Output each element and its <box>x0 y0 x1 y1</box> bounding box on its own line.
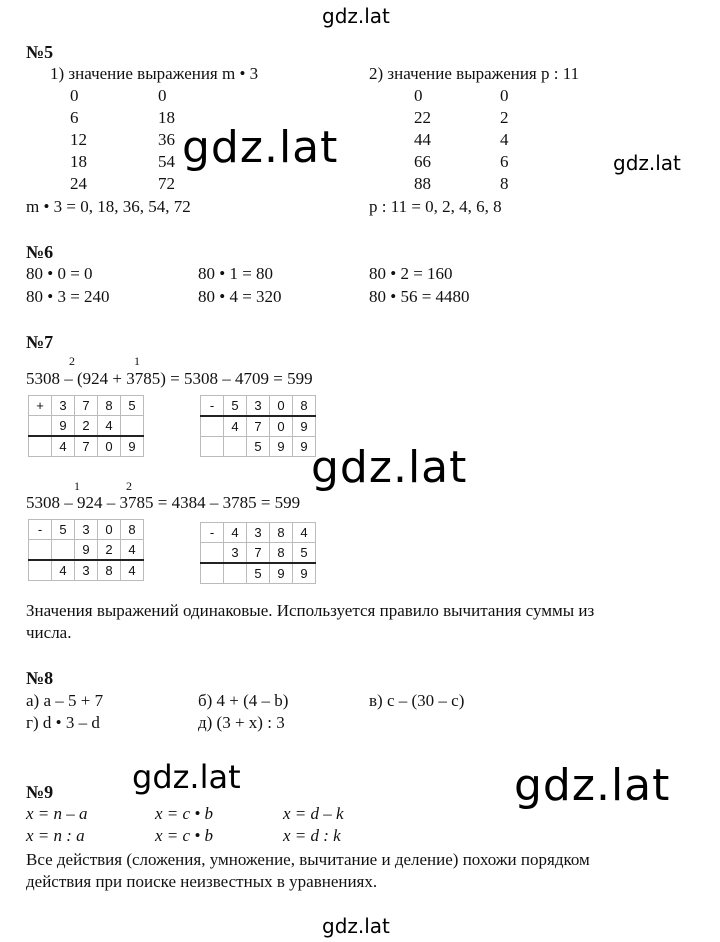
cell: 9 <box>270 563 293 584</box>
cell <box>29 416 52 437</box>
cell <box>224 563 247 584</box>
cell: 88 <box>414 174 431 193</box>
task9-item: x = n – a <box>26 804 88 823</box>
watermark-large-center: gdz.lat <box>311 442 468 493</box>
cell: 4 <box>121 540 144 561</box>
cell: 2 <box>75 416 98 437</box>
task5-left-row <box>70 86 167 106</box>
order-mark: 1 <box>74 479 80 493</box>
task5-left-title: 1) значение выражения m • 3 <box>50 64 259 83</box>
cell <box>201 543 224 564</box>
cell: 8 <box>270 523 293 543</box>
cell: 0 <box>270 396 293 417</box>
task5-left-row <box>70 130 175 150</box>
cell: 3 <box>247 396 270 417</box>
cell: 3 <box>75 560 98 581</box>
cell: 5 <box>224 396 247 417</box>
cell <box>52 540 75 561</box>
cell: 3 <box>52 396 75 416</box>
cell: 0 <box>500 86 509 105</box>
cell: 9 <box>293 416 316 437</box>
cell: 18 <box>70 152 87 171</box>
task6-heading: №6 <box>26 242 54 262</box>
task7-conclusion-line1: Значения выражений одинаковые. Используется правило вычитания суммы из <box>26 601 595 620</box>
task5-right-row <box>414 130 509 150</box>
cell: + <box>29 396 52 416</box>
cell: 4 <box>121 560 144 581</box>
cell: 5 <box>52 520 75 540</box>
task5-right-row <box>414 174 509 194</box>
task5-right-row <box>414 86 509 106</box>
watermark-side: gdz.lat <box>613 151 681 175</box>
column-calc-2 <box>200 395 316 457</box>
task6-item: 80 • 2 = 160 <box>369 264 453 283</box>
order-mark: 2 <box>69 354 75 368</box>
column-calc-1 <box>28 395 144 457</box>
task8-heading: №8 <box>26 668 54 688</box>
task6-item: 80 • 56 = 4480 <box>369 287 470 306</box>
task8-item: г) d • 3 – d <box>26 713 100 732</box>
cell: 0 <box>414 86 423 105</box>
cell <box>201 563 224 584</box>
task7-heading: №7 <box>26 332 54 352</box>
cell: 4 <box>98 416 121 437</box>
task5-right-title: 2) значение выражения p : 11 <box>369 64 580 83</box>
task9-text-line1: Все действия (сложения, умножение, вычитание и деление) похожи порядком <box>26 850 590 869</box>
cell: 2 <box>98 540 121 561</box>
cell: 8 <box>270 543 293 564</box>
order-mark: 2 <box>126 479 132 493</box>
cell: 5 <box>121 396 144 416</box>
task9-item: x = d – k <box>283 804 344 823</box>
task9-item: x = c • b <box>155 804 214 823</box>
cell: 3 <box>247 523 270 543</box>
cell: 66 <box>414 152 431 171</box>
column-calc-4 <box>200 522 316 584</box>
cell: 0 <box>98 436 121 457</box>
cell: 44 <box>414 130 431 149</box>
task5-left-row <box>70 152 175 172</box>
cell: 9 <box>270 437 293 457</box>
task5-right-row <box>414 108 509 128</box>
cell <box>29 540 52 561</box>
cell: 5 <box>293 543 316 564</box>
cell: 7 <box>75 396 98 416</box>
cell: 8 <box>121 520 144 540</box>
cell: 3 <box>75 520 98 540</box>
watermark-bottom: gdz.lat <box>322 914 390 938</box>
cell: 8 <box>500 174 509 193</box>
cell <box>29 436 52 457</box>
cell: 5 <box>247 437 270 457</box>
task5-right-row <box>414 152 509 172</box>
cell <box>29 560 52 581</box>
task9-item: x = c • b <box>155 826 214 845</box>
cell: 72 <box>158 174 175 193</box>
cell: 9 <box>293 437 316 457</box>
cell: 8 <box>98 396 121 416</box>
task6-item: 80 • 3 = 240 <box>26 287 110 306</box>
cell <box>121 416 144 437</box>
cell: 54 <box>158 152 175 171</box>
task9-item: x = d : k <box>283 826 341 845</box>
cell: 0 <box>158 86 167 105</box>
cell <box>201 437 224 457</box>
cell: 6 <box>500 152 509 171</box>
cell: 6 <box>70 108 79 127</box>
cell: 9 <box>75 540 98 561</box>
cell: 0 <box>98 520 121 540</box>
order-mark: 1 <box>134 354 140 368</box>
cell: 4 <box>52 436 75 457</box>
watermark-large: gdz.lat <box>182 122 339 173</box>
watermark-large-right: gdz.lat <box>514 760 671 811</box>
task9-item: x = n : a <box>26 826 85 845</box>
cell: 4 <box>224 523 247 543</box>
cell <box>201 416 224 437</box>
cell: 4 <box>293 523 316 543</box>
task6-item: 80 • 0 = 0 <box>26 264 93 283</box>
task7-conclusion-line2: числа. <box>26 623 72 642</box>
task9-text-line2: действия при поиске неизвестных в уравнениях. <box>26 872 378 891</box>
cell: 5 <box>247 563 270 584</box>
cell: 8 <box>98 560 121 581</box>
task5-left-summary: m • 3 = 0, 18, 36, 54, 72 <box>26 197 191 216</box>
watermark-top: gdz.lat <box>322 4 390 28</box>
task6-item: 80 • 4 = 320 <box>198 287 282 306</box>
cell: 12 <box>70 130 87 149</box>
watermark-medium: gdz.lat <box>132 758 241 796</box>
cell: 2 <box>500 108 509 127</box>
cell <box>224 437 247 457</box>
task7-expression-1: 5308 – (924 + 3785) = 5308 – 4709 = 599 <box>26 369 313 388</box>
cell: 3 <box>224 543 247 564</box>
cell: - <box>201 396 224 417</box>
cell: 8 <box>293 396 316 417</box>
cell: 9 <box>293 563 316 584</box>
cell: 0 <box>270 416 293 437</box>
cell: 4 <box>500 130 509 149</box>
task8-item: д) (3 + x) : 3 <box>198 713 285 732</box>
cell: 22 <box>414 108 431 127</box>
cell: 9 <box>121 436 144 457</box>
task5-left-row <box>70 108 175 128</box>
cell: 7 <box>247 543 270 564</box>
task8-item: а) a – 5 + 7 <box>26 691 104 710</box>
task7-expression-2: 5308 – 924 – 3785 = 4384 – 3785 = 599 <box>26 493 301 512</box>
cell: 7 <box>247 416 270 437</box>
cell: 7 <box>75 436 98 457</box>
column-calc-3 <box>28 519 144 581</box>
cell: 18 <box>158 108 175 127</box>
task5-left-row <box>70 174 175 194</box>
task6-item: 80 • 1 = 80 <box>198 264 274 283</box>
cell: 4 <box>224 416 247 437</box>
task9-heading: №9 <box>26 782 54 802</box>
cell: - <box>29 520 52 540</box>
task5-heading: №5 <box>26 42 54 62</box>
cell: 9 <box>52 416 75 437</box>
cell: - <box>201 523 224 543</box>
cell: 36 <box>158 130 175 149</box>
task8-item: в) c – (30 – c) <box>369 691 465 710</box>
task8-item: б) 4 + (4 – b) <box>198 691 289 710</box>
cell: 4 <box>52 560 75 581</box>
task5-right-summary: p : 11 = 0, 2, 4, 6, 8 <box>369 197 502 216</box>
cell: 24 <box>70 174 87 193</box>
cell: 0 <box>70 86 79 105</box>
